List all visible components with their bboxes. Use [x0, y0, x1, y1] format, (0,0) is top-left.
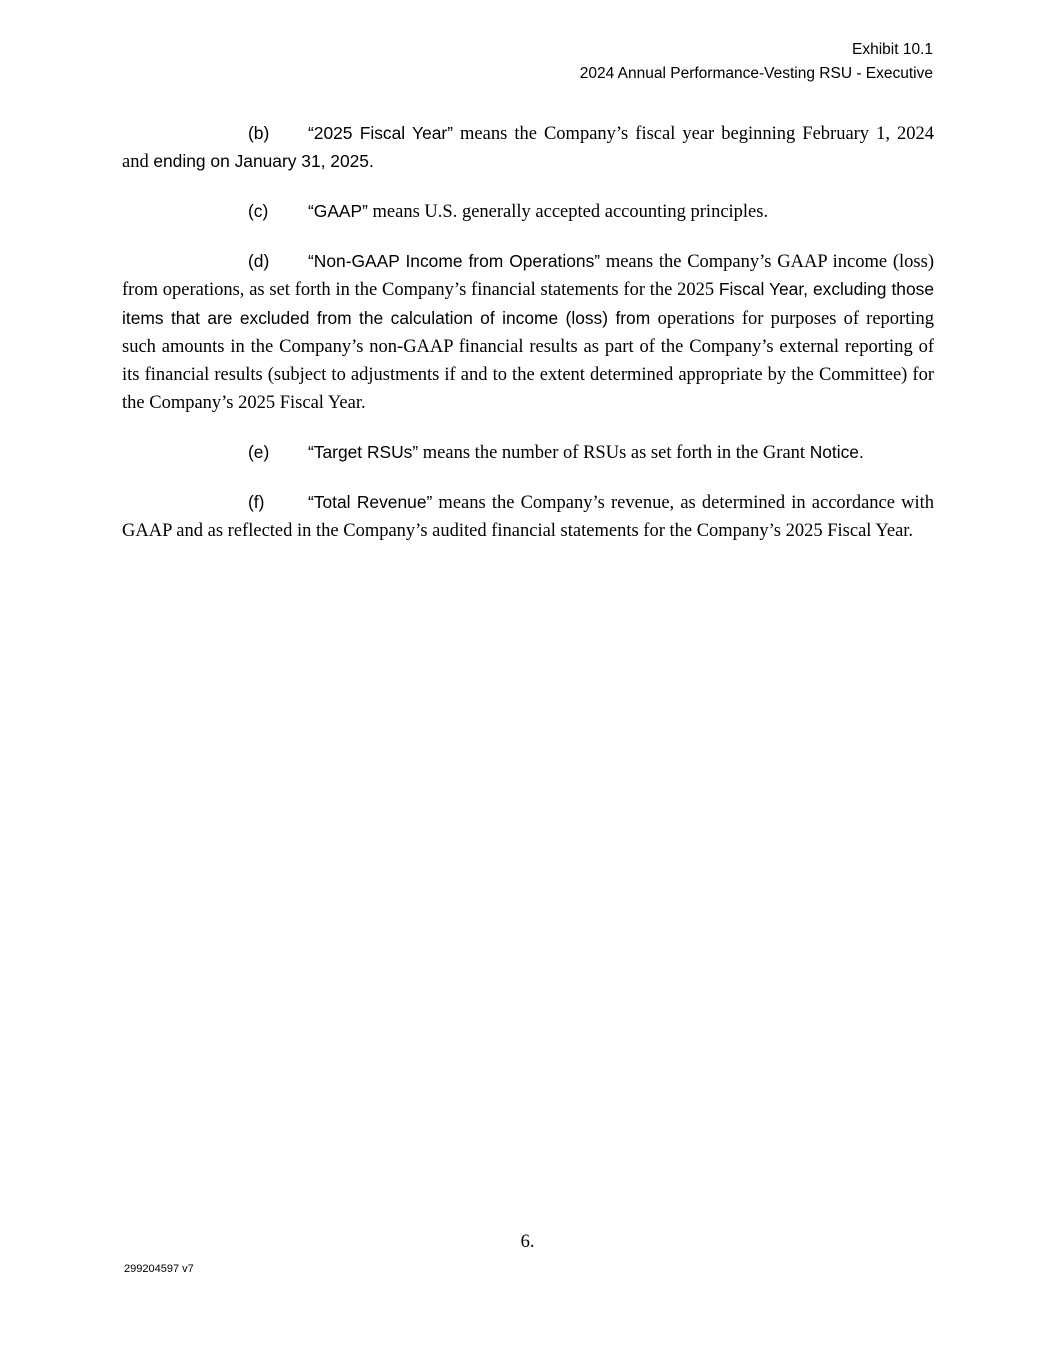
clause-label-b: (b) — [248, 123, 270, 143]
clause-text-c: means U.S. generally accepted accounting principles. — [367, 202, 769, 223]
clause-text-d-1: means the Company’s GAAP income (loss) from operations, as set forth in the Company’s financial statements for the 2025 — [122, 252, 934, 301]
clause-text-b: means the Company’s fiscal year beginning February 1, 2024 and — [122, 124, 935, 173]
clause-label-e: (e) — [248, 441, 270, 462]
clause-d — [122, 248, 934, 417]
clause-label-c: (c) — [248, 201, 269, 222]
clause-text-e-1: means the number of RSUs as set forth in the Grant — [418, 442, 810, 463]
clause-f — [122, 489, 934, 545]
document-id: 299204597 v7 — [124, 1263, 194, 1275]
clause-term-f: “Total Revenue” — [308, 492, 433, 513]
document-body — [122, 120, 934, 567]
clause-c — [122, 198, 934, 226]
exhibit-label: Exhibit 10.1 — [852, 41, 933, 58]
document-subtitle: 2024 Annual Performance-Vesting RSU - Executive — [579, 65, 933, 83]
clause-e — [122, 439, 934, 467]
clause-label-f: (f) — [248, 492, 265, 513]
clause-text-b-2: ending on January 31, 2025. — [153, 151, 374, 172]
clause-text-d-3: operations for purposes of reporting such amounts in the Company’s non-GAAP financial results as part of the Company’s external reporting of its financial results (subject to adjustments if and to the extent determined appropriate by the Committee) — [122, 308, 934, 385]
clause-term-d: “Non-GAAP Income from Operations” — [308, 251, 601, 272]
clause-text-d-2: Fiscal Year, excluding those items that are excluded from the calculation of income (loss) from — [122, 279, 934, 328]
clause-b — [122, 120, 934, 176]
clause-text-e-2: Notice. — [809, 441, 864, 462]
clause-term-e: “Target RSUs” — [308, 441, 419, 462]
clause-term-b: “2025 Fiscal Year” — [308, 123, 453, 143]
clause-label-d: (d) — [248, 251, 270, 272]
clause-text-d-4: for the Company’s 2025 Fiscal Year. — [122, 364, 935, 413]
clause-term-c: “GAAP” — [308, 201, 368, 222]
page-number: 6. — [520, 1232, 535, 1252]
clause-text-f: means the Company’s revenue, as determined in accordance with GAAP and as reflected in the Company’s audited financial statements for the Company’s 2025 Fiscal Year. — [122, 493, 934, 542]
document-header — [580, 38, 933, 86]
